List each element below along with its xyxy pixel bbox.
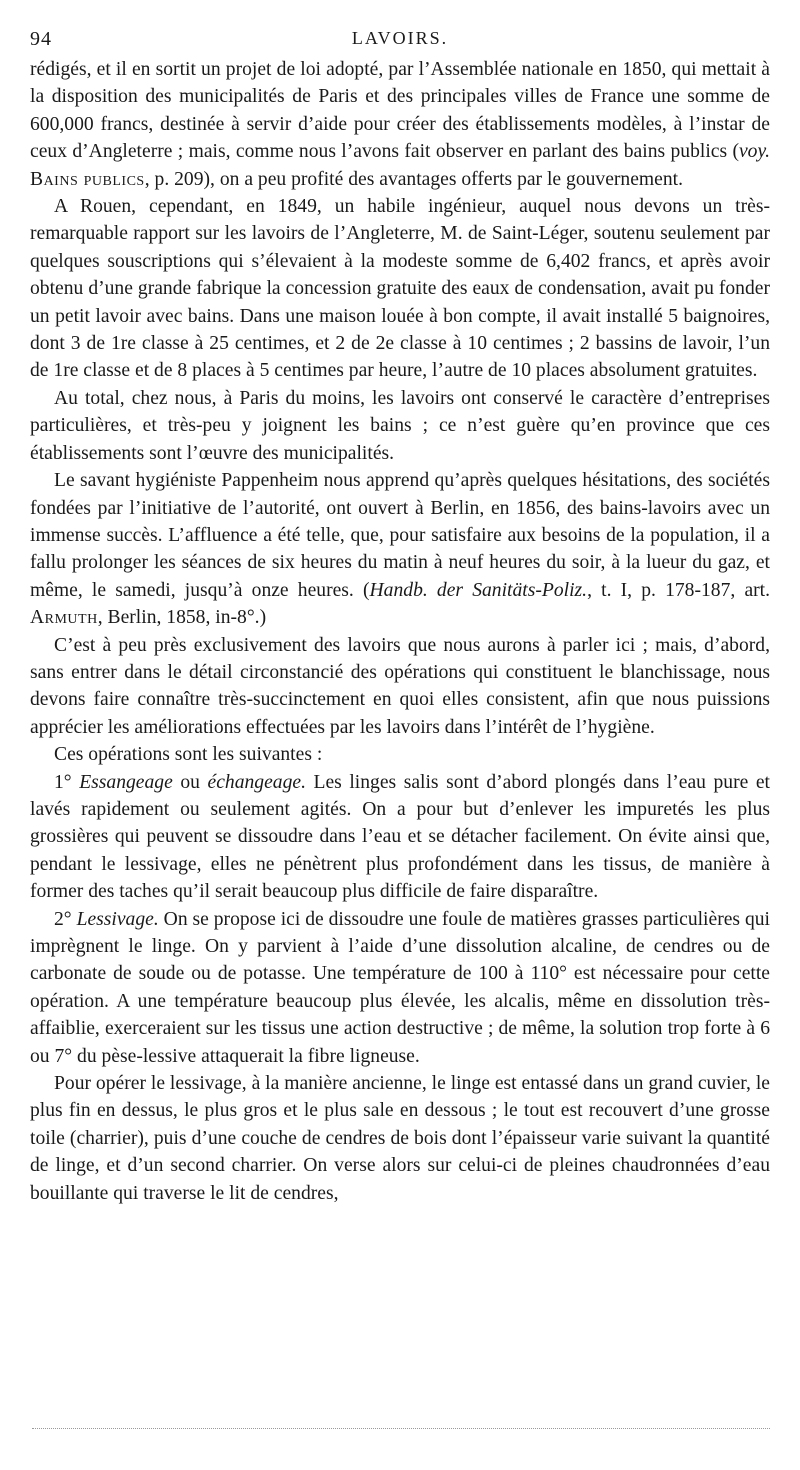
text-run: Armuth	[30, 607, 98, 629]
text-run: 1°	[54, 771, 80, 793]
text-run: voy.	[738, 141, 770, 163]
text-run: Lessivage.	[76, 908, 159, 930]
text-run: ou	[172, 771, 208, 793]
paragraph	[30, 385, 770, 467]
text-run: Handb. der Sanitäts-Poliz.	[369, 579, 588, 601]
text-run: Le savant hygiéniste Pappenheim nous apprend qu’après quelques hésitations, des sociétés fondées par l’initiative de l’autorité, ont ouvert à Berlin, en 1856, des bains-lavoirs avec un immense succès. L’affluence a été telle, que, pour satisfaire aux besoins de la population, il a fallu prolonger les séances de six heures du matin à neuf heures du soir, à la lueur du gaz, et même, le samedi, jusqu’à onze heures. (	[30, 470, 770, 601]
paragraph	[30, 906, 770, 1070]
paragraph	[30, 467, 770, 631]
text-run: , Berlin, 1858, in-8°.)	[97, 607, 267, 629]
text-run: échangeage.	[207, 771, 306, 793]
text-run: Au total, chez nous, à Paris du moins, les lavoirs ont conservé le caractère d’entreprises particulières, et très-peu y joignent les bains ; ce n’est guère qu’en province que ces établissements sont l’œuvre des municipalités.	[30, 387, 770, 464]
body-text	[30, 56, 770, 1207]
text-run: rédigés, et il en sortit un projet de loi adopté, par l’Assemblée nationale en 1850, qui mettait à la disposition des municipalités de Paris et des principales villes de France une somme de 600,000 francs, destinée à servir d’aide pour créer des établissements modèles, à l’instar de ceux d’Angleterre ; mais, comme nous l’avons fait observer en parlant des bains publics (	[30, 59, 770, 163]
paragraph	[30, 632, 770, 742]
text-run: , p. 209), on a peu profité des avantages offerts par le gouvernement.	[144, 168, 684, 190]
text-run: Bains publics	[30, 168, 145, 190]
text-run: Les linges salis sont d’abord plongés dans l’eau pure et lavés rapidement ou seulement agités. On a pour but d’enlever les impuretés les plus grossières qui peuvent se dissoudre dans l’eau et se détacher facilement. On évite ainsi que, pendant le lessivage, elles ne pénètrent plus profondément dans les tissus, de manière à former des taches qu’il serait beaucoup plus difficile de faire disparaître.	[30, 771, 770, 903]
text-run: Ces opérations sont les suivantes :	[54, 744, 323, 766]
book-page	[30, 26, 770, 1207]
running-head	[30, 26, 770, 56]
paragraph	[30, 193, 770, 385]
running-title: LAVOIRS.	[351, 28, 449, 48]
text-run: A Rouen, cependant, en 1849, un habile ingénieur, auquel nous devons un très-remarquable rapport sur les lavoirs de l’Angleterre, M. de Saint-Léger, soutenu seulement par quelques souscriptions qui s’élevaient à la modeste somme de 6,402 francs, et après avoir obtenu d’une grande fabrique la concession gratuite des eaux de condensation, avait pu fonder un petit lavoir avec bains. Dans une maison louée à bon compte, il avait installé 5 baignoires, dont 3 de 1re classe à 25 centimes, et 2 de 2e classe à 10 centimes ; 2 bassins de lavoir, l’un de 1re classe et de 8 places à 5 centimes par heure, l’autre de 10 places absolument gratuites.	[30, 196, 770, 382]
text-run: On se propose ici de dissoudre une foule de matières grasses particulières qui imprègnent le linge. On y parvient à l’aide d’une dissolution alcaline, de cendres ou de carbonate de soude ou de potasse. Une température de 100 à 110° est nécessaire pour cette opération. A une température beaucoup plus élevée, les alcalis, même en dissolution très-affaiblie, exerceraient sur les tissus une action destructive ; de même, la solution trop forte à 6 ou 7° du pèse-lessive attaquerait la fibre ligneuse.	[30, 908, 770, 1067]
text-run: Pour opérer le lessivage, à la manière ancienne, le linge est entassé dans un grand cuvier, le plus fin en dessus, le plus gros et le plus sale en dessous ; le tout est recouvert d’une grosse toile (charrier), puis d’une couche de cendres de bois dont l’épaisseur varie suivant la quantité de linge, et d’un second charrier. On verse alors sur celui-ci de pleines chaudronnées d’eau bouillante qui traverse le lit de cendres,	[30, 1073, 770, 1204]
bottom-rule	[32, 1428, 770, 1429]
text-run: , t. I, p. 178-187, art.	[587, 579, 771, 601]
page-number: 94	[30, 28, 52, 50]
text-run: 2°	[54, 908, 77, 930]
text-run: Essangeage	[79, 771, 173, 793]
paragraph	[30, 56, 770, 193]
paragraph	[30, 741, 770, 768]
paragraph	[30, 1070, 770, 1207]
paragraph	[30, 769, 770, 906]
text-run: C’est à peu près exclusivement des lavoirs que nous aurons à parler ici ; mais, d’abord, sans entrer dans le détail circonstancié des opérations qui constituent le blanchissage, nous devons faire connaître très-succinctement en quoi elles consistent, afin que nous puissions apprécier les améliorations effectuées par les lavoirs dans l’intérêt de l’hygiène.	[30, 634, 770, 738]
